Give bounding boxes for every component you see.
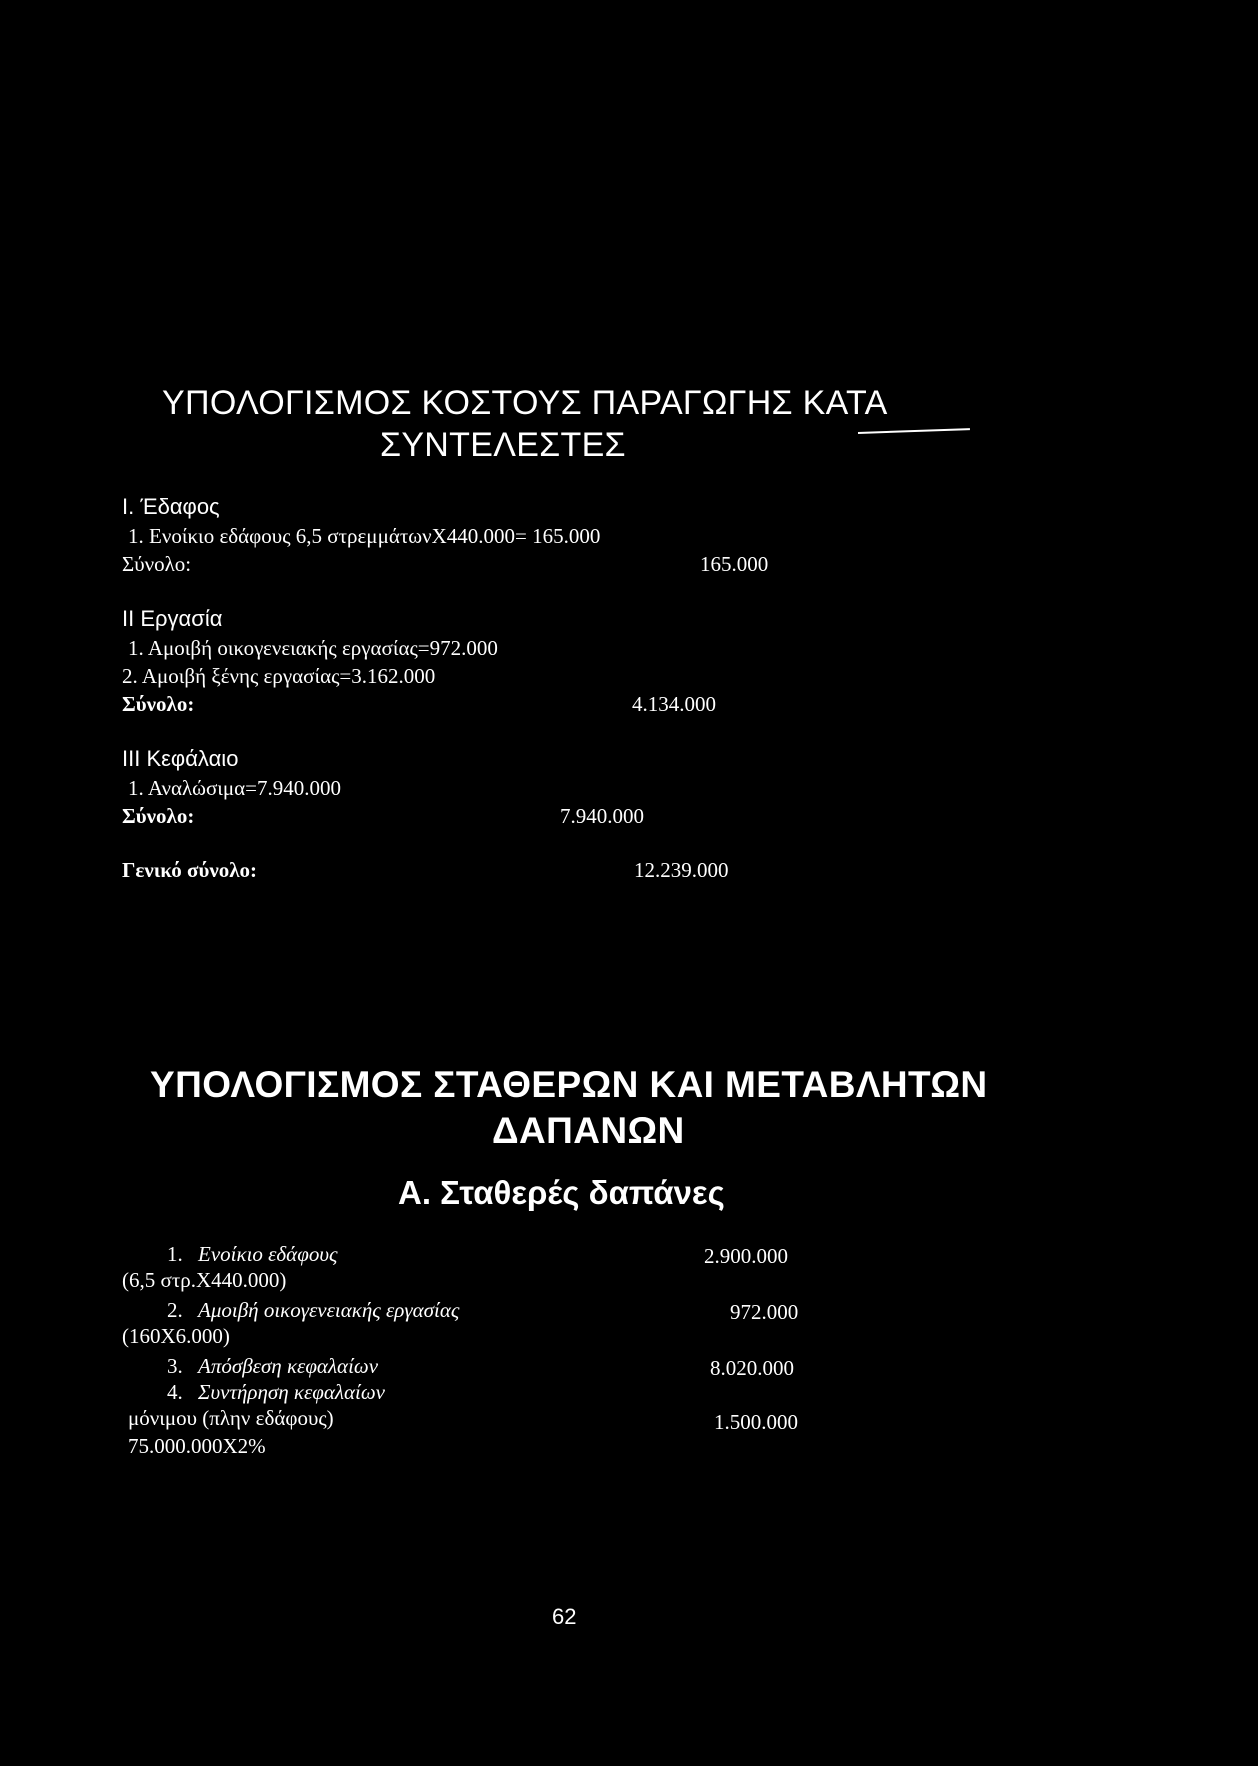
fixed-item-2-value: 972.000 — [730, 1300, 799, 1324]
fixed-item-4-label: Συντήρηση κεφαλαίων — [198, 1380, 385, 1404]
fixed-item-3-num: 3. — [167, 1354, 183, 1378]
land-item-1: 1. Ενοίκιο εδάφους 6,5 στρεμμάτωνΧ440.000= 165.000 — [128, 524, 601, 548]
fixed-item-1-value: 2.900.000 — [704, 1244, 788, 1268]
fixed-item-2-label: Αμοιβή οικογενειακής εργασίας — [198, 1298, 460, 1322]
fixed-item-2-note: (160Χ6.000) — [122, 1324, 230, 1348]
page-number: 62 — [552, 1604, 577, 1629]
fixed-item-4-num: 4. — [167, 1380, 183, 1404]
fixed-item-2-num: 2. — [167, 1298, 183, 1322]
capital-total-value: 7.940.000 — [560, 804, 644, 828]
grand-total-label: Γενικό σύνολο: — [122, 858, 258, 882]
section2-subtitle: Α. Σταθερές δαπάνες — [398, 1174, 725, 1211]
fixed-item-4-line2: μόνιμου (πλην εδάφους) — [128, 1406, 334, 1430]
labor-heading: II Εργασία — [122, 606, 223, 631]
capital-heading: III Κεφάλαιο — [122, 746, 239, 771]
land-total-label: Σύνολο: — [122, 552, 192, 576]
handwritten-underline — [858, 428, 970, 434]
fixed-item-3-value: 8.020.000 — [710, 1356, 794, 1380]
section1-title-line2: ΣΥΝΤΕΛΕΣΤΕΣ — [380, 426, 626, 464]
fixed-item-4-value: 1.500.000 — [714, 1410, 798, 1434]
section1-title-line1: ΥΠΟΛΟΓΙΣΜΟΣ ΚΟΣΤΟΥΣ ΠΑΡΑΓΩΓΗΣ ΚΑΤΑ — [162, 384, 888, 422]
labor-item-2: 2. Αμοιβή ξένης εργασίας=3.162.000 — [122, 664, 436, 688]
section2-title-line2: ΔΑΠΑΝΩΝ — [492, 1110, 685, 1151]
land-heading: I. Έδαφος — [122, 494, 220, 519]
land-total-value: 165.000 — [700, 552, 769, 576]
labor-item-1: 1. Αμοιβή οικογενειακής εργασίας=972.000 — [128, 636, 498, 660]
capital-total-label: Σύνολο: — [122, 804, 195, 828]
labor-total-label: Σύνολο: — [122, 692, 195, 716]
fixed-item-1-note: (6,5 στρ.Χ440.000) — [122, 1268, 287, 1292]
fixed-item-3-label: Απόσβεση κεφαλαίων — [198, 1354, 379, 1378]
labor-total-value: 4.134.000 — [632, 692, 716, 716]
grand-total-value: 12.239.000 — [634, 858, 729, 882]
fixed-item-1-label: Ενοίκιο εδάφους — [198, 1242, 338, 1266]
section2-title-line1: ΥΠΟΛΟΓΙΣΜΟΣ ΣΤΑΘΕΡΩΝ ΚΑΙ ΜΕΤΑΒΛΗΤΩΝ — [150, 1064, 988, 1105]
fixed-item-4-note: 75.000.000Χ2% — [128, 1434, 266, 1458]
capital-item-1: 1. Αναλώσιμα=7.940.000 — [128, 776, 342, 800]
fixed-item-1-num: 1. — [167, 1242, 183, 1266]
